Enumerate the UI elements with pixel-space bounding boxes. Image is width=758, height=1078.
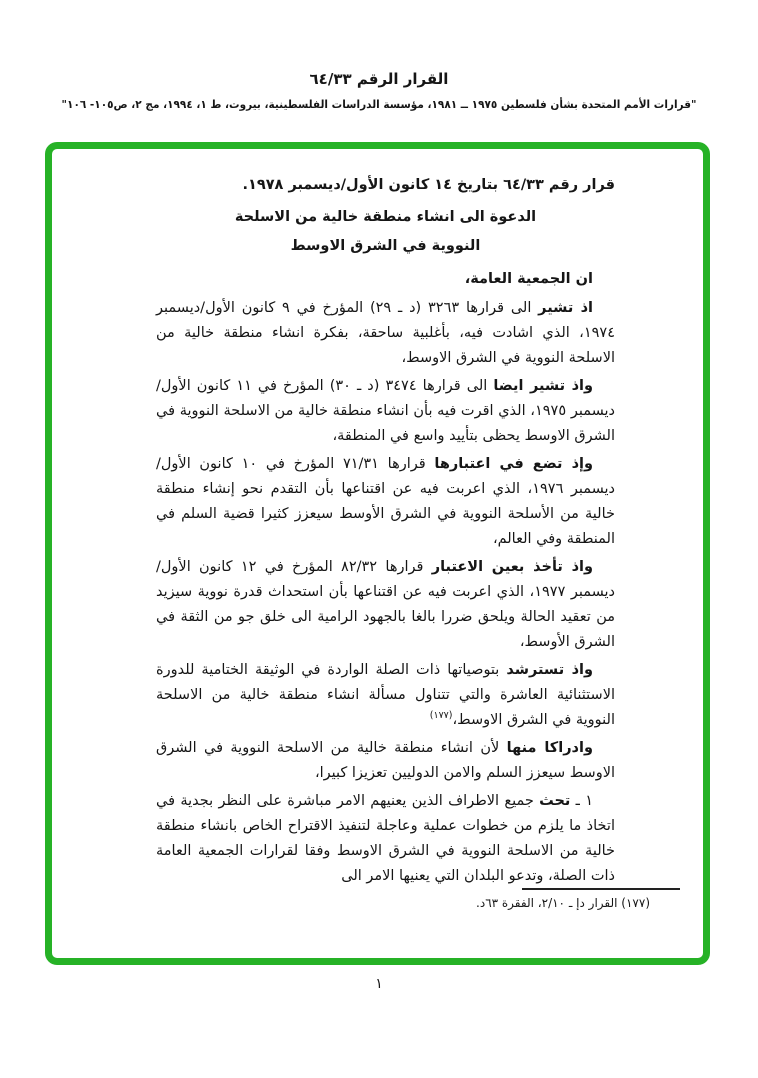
paragraph: [156, 555, 615, 655]
resolution-heading-line1: الدعوة الى انشاء منطقة خالية من الاسلحة: [234, 209, 537, 225]
paragraph: [156, 374, 615, 449]
footnote-block: [440, 888, 680, 910]
footnote-divider: [522, 888, 680, 890]
paragraph: [156, 296, 615, 371]
paragraph: [156, 789, 615, 889]
paragraph-text: لأن انشاء منطقة خالية من الاسلحة النووية في الشرق الاوسط سيعزز السلم والامن الدوليين تعزيزا كبيرا،: [156, 740, 615, 781]
paragraph-text: بتوصياتها ذات الصلة الواردة في الوثيقة الختامية للدورة الاستثنائية العاشرة والتي تتناول مسألة انشاء منطقة خالية من الاسلحة النووية في الشرق الاوسط،: [156, 662, 615, 728]
paragraph: [156, 658, 615, 733]
footnote-marker: (١٧٧): [429, 710, 453, 722]
paragraph-text: جميع الاطراف الذين يعنيهم الامر مباشرة على النظر بجدية في اتخاذ ما يلزم من خطوات عملية وعاجلة لتنفيذ الاقتراح الخاص بانشاء منطقة خالية من الاسلحة النووية في الشرق الاوسط وفقا لقرارات الجمعية العامة ذات الصلة، وتدعو البلدان التي يعنيها الامر الى: [156, 793, 615, 884]
footnote-text: (١٧٧) القرار دإ ـ ٢/١٠، الفقرة ٦٣د.: [476, 896, 650, 910]
paragraph-lead: وإذ تضع في اعتبارها: [434, 456, 593, 472]
paragraph: [156, 736, 615, 786]
resolution-body: [156, 149, 615, 892]
paragraph-lead: تحث: [539, 793, 571, 809]
page-number: ١: [375, 976, 383, 992]
paragraph: [156, 452, 615, 552]
paragraph-text: الى قرارها ٣٤٧٤ (د ـ ٣٠) المؤرخ في ١١ كانون الأول/ديسمبر ١٩٧٥، الذي اقرت فيه بأن انشاء منطقة خالية من الاسلحة النووية في الشرق الاوسط يحظى بتأييد واسع في المنطقة،: [156, 378, 616, 444]
paragraph-text: قرارها ٨٢/٣٢ المؤرخ في ١٢ كانون الأول/ديسمبر ١٩٧٧، الذي اعربت فيه عن اقتناعها بأن استحداث قدرة نووية سيزيد من تعقيد الحالة ويلحق ضررا بالغا بالجهود الرامية الى خلق جو من الثقة في الشرق الأوسط،: [156, 559, 616, 650]
opening-line: ان الجمعية العامة،: [464, 271, 593, 287]
page-title: القرار الرقم ٦٤/٣٣: [309, 70, 449, 88]
resolution-heading-line2: النووية في الشرق الاوسط: [290, 238, 481, 254]
resolution-title-line: قرار رقم ٦٤/٣٣ بتاريخ ١٤ كانون الأول/ديسمبر ١٩٧٨.: [242, 177, 615, 193]
paragraph-lead: واذ تسترشد: [506, 662, 593, 678]
paragraph-lead: واذ تشير ايضا: [493, 378, 594, 394]
source-citation-line: "قرارات الأمم المتحدة بشأن فلسطين ١٩٧٥ ــ ١٩٨١، مؤسسة الدراسات الفلسطينية، بيروت، ط ١، ١٩٩٤، مج ٢، ص١٠٥- ١٠٦": [61, 98, 697, 112]
paragraph-lead: اذ تشير: [538, 300, 593, 316]
paragraph-number-prefix: ١ ـ: [570, 793, 593, 809]
paragraph-text: الى قرارها ٣٢٦٣ (د ـ ٢٩) المؤرخ في ٩ كانون الأول/ديسمبر ١٩٧٤، الذي اشادت فيه، بأغلبية ساحقة، بفكرة انشاء منطقة خالية من الاسلحة النووية في الشرق الاوسط،: [156, 300, 615, 366]
paragraph-text: قرارها ٧١/٣١ المؤرخ في ١٠ كانون الأول/ديسمبر ١٩٧٦، الذي اعربت فيه عن اقتناعها بأن التقدم نحو إنشاء منطقة خالية من الأسلحة النووية في الشرق الأوسط سيعزز كثيرا قضية السلم في المنطقة وفي العالم،: [156, 456, 616, 547]
resolution-green-border-box: [45, 142, 710, 965]
paragraph-lead: واذ تأخذ بعين الاعتبار: [431, 559, 594, 575]
paragraph-lead: وادراكا منها: [506, 740, 593, 756]
page-header: [0, 70, 758, 111]
